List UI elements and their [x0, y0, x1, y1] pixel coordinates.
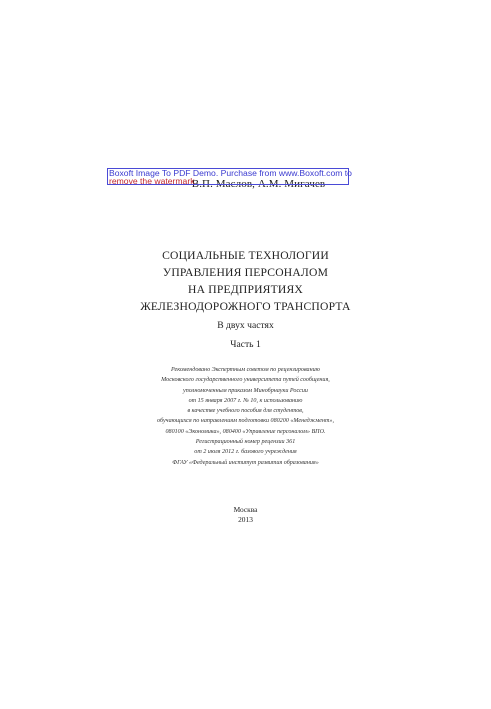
imprint-year: 2013 [238, 515, 253, 524]
recommendation-line: Регистрационный номер рецензии 361 [195, 439, 296, 446]
parts-note: В двух частях [217, 320, 274, 331]
imprint-city: Москва [233, 505, 258, 514]
recommendation-line: в качестве учебного пособия для студентов, [187, 408, 304, 415]
recommendation-line: от 2 июля 2012 г. базового учреждения [194, 449, 297, 456]
book-title-line: ЖЕЛЕЗНОДОРОЖНОГО ТРАНСПОРТА [140, 300, 351, 313]
recommendation-line: ФГАУ «Федеральный институт развития образования» [172, 459, 319, 466]
part-number: Часть 1 [230, 339, 261, 350]
authors: В.П. Маслов, А.М. Мигачев [191, 178, 326, 190]
book-title-line: СОЦИАЛЬНЫЕ ТЕХНОЛОГИИ [162, 249, 329, 262]
recommendation-line: от 15 января 2007 г. № 10, к использованию [188, 397, 303, 404]
recommendation-text [0, 365, 491, 468]
book-title [0, 247, 491, 315]
watermark-line-2: remove the watermark [109, 176, 195, 186]
recommendation-line: уполномоченным приказом Минобрнауки России [183, 387, 308, 394]
imprint [0, 505, 491, 525]
recommendation-line: обучающихся по направлениям подготовки 080200 «Менеджмент», [157, 418, 334, 425]
book-title-line: НА ПРЕДПРИЯТИЯХ [188, 283, 303, 296]
watermark-banner [107, 168, 352, 186]
recommendation-line: 080100 «Экономика», 080400 «Управление персоналом» ВПО. [165, 428, 326, 435]
book-title-line: УПРАВЛЕНИЯ ПЕРСОНАЛОМ [162, 266, 329, 279]
watermark-line-1: Boxoft Image To PDF Demo. Purchase from www.Boxoft.com to [109, 168, 352, 178]
recommendation-line: Московского государственного университета путей сообщения, [161, 377, 330, 384]
recommendation-line: Рекомендовано Экспертным советом по рецензированию [171, 367, 320, 373]
